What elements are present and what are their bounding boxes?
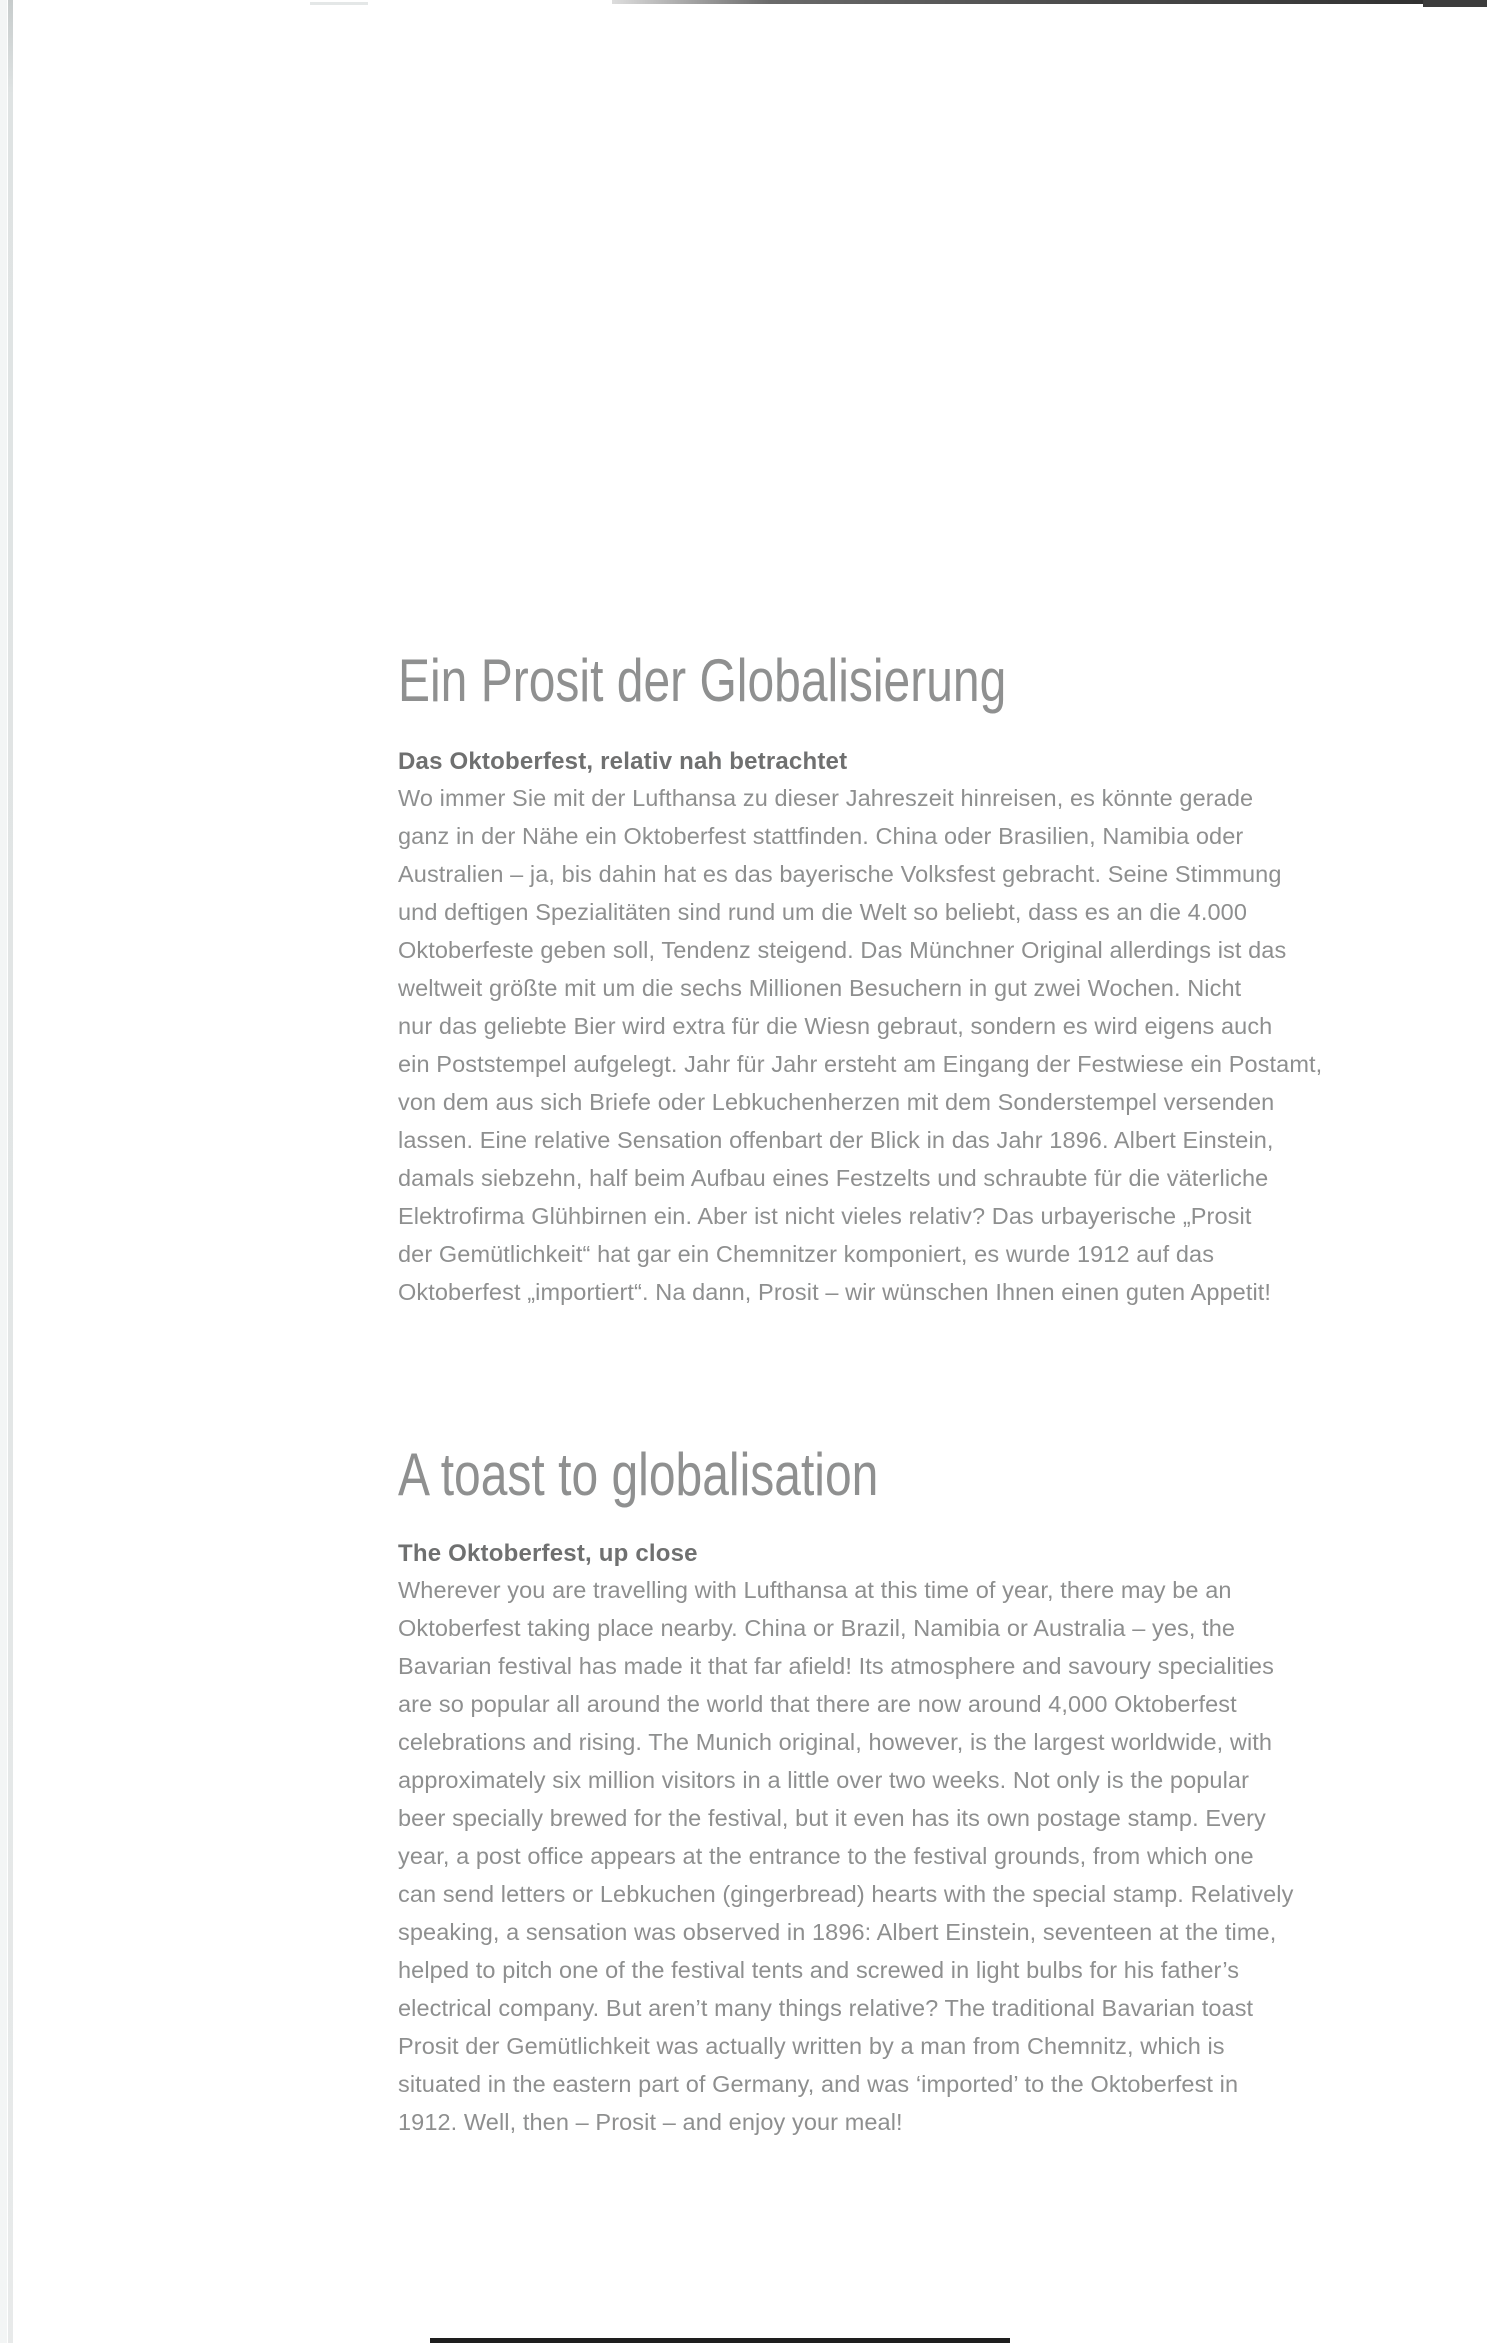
text-line: damals siebzehn, half beim Aufbau eines Festzelts und schraubte für die väterliche xyxy=(398,1165,1269,1191)
page-bottom-edge-line xyxy=(430,2338,1010,2343)
page-top-edge-line xyxy=(612,0,1487,4)
text-line: Bavarian festival has made it that far afield! Its atmosphere and savoury specialities xyxy=(398,1653,1274,1679)
text-line: nur das geliebte Bier wird extra für die Wiesn gebraut, sondern es wird eigens auch xyxy=(398,1013,1273,1039)
page-top-edge-line-corner xyxy=(1423,0,1487,7)
text-line: Wherever you are travelling with Lufthansa at this time of year, there may be an xyxy=(398,1577,1232,1603)
text-line: speaking, a sensation was observed in 1896: Albert Einstein, seventeen at the time, xyxy=(398,1919,1277,1945)
page-left-edge-line xyxy=(8,0,13,2343)
text-line: celebrations and rising. The Munich original, however, is the largest worldwide, with xyxy=(398,1729,1273,1755)
text-line: Oktoberfest taking place nearby. China or Brazil, Namibia or Australia – yes, the xyxy=(398,1615,1236,1641)
text-line: der Gemütlichkeit“ hat gar ein Chemnitzer komponiert, es wurde 1912 auf das xyxy=(398,1241,1215,1267)
text-line: lassen. Eine relative Sensation offenbart der Blick in das Jahr 1896. Albert Einstein, xyxy=(398,1127,1274,1153)
german-article-body xyxy=(398,779,1323,1311)
text-line: und deftigen Spezialitäten sind rund um die Welt so beliebt, dass es an die 4.000 xyxy=(398,899,1247,925)
text-line: von dem aus sich Briefe oder Lebkuchenherzen mit dem Sonderstempel versenden xyxy=(398,1089,1275,1115)
text-line: Elektrofirma Glühbirnen ein. Aber ist nicht vieles relativ? Das urbayerische „Prosit xyxy=(398,1203,1252,1229)
text-line: can send letters or Lebkuchen (gingerbread) hearts with the special stamp. Relatively xyxy=(398,1881,1294,1907)
english-article-title: A toast to globalisation xyxy=(398,1441,879,1509)
text-line: Australien – ja, bis dahin hat es das bayerische Volksfest gebracht. Seine Stimmung xyxy=(398,861,1282,887)
text-line: year, a post office appears at the entrance to the festival grounds, from which one xyxy=(398,1843,1254,1869)
german-article-subtitle: Das Oktoberfest, relativ nah betrachtet xyxy=(398,747,848,775)
text-line: weltweit größte mit um die sechs Millionen Besuchern in gut zwei Wochen. Nicht xyxy=(398,975,1242,1001)
text-line: ganz in der Nähe ein Oktoberfest stattfinden. China oder Brasilien, Namibia oder xyxy=(398,823,1244,849)
text-line: 1912. Well, then – Prosit – and enjoy your meal! xyxy=(398,2109,903,2135)
page-left-edge-shadow xyxy=(0,0,7,2343)
text-line: electrical company. But aren’t many things relative? The traditional Bavarian toast xyxy=(398,1995,1254,2021)
text-line: approximately six million visitors in a little over two weeks. Not only is the popular xyxy=(398,1767,1250,1793)
text-line: Prosit der Gemütlichkeit was actually written by a man from Chemnitz, which is xyxy=(398,2033,1225,2059)
german-article-title: Ein Prosit der Globalisierung xyxy=(398,647,1007,715)
text-line: situated in the eastern part of Germany, and was ‘imported’ to the Oktoberfest in xyxy=(398,2071,1239,2097)
text-line: Oktoberfest „importiert“. Na dann, Prosit – wir wünschen Ihnen einen guten Appetit! xyxy=(398,1279,1272,1305)
text-line: ein Poststempel aufgelegt. Jahr für Jahr ersteht am Eingang der Festwiese ein Postamt, xyxy=(398,1051,1323,1077)
text-line: Oktoberfeste geben soll, Tendenz steigend. Das Münchner Original allerdings ist das xyxy=(398,937,1287,963)
page-top-edge-dash xyxy=(310,2,368,5)
english-article-body xyxy=(398,1571,1308,2141)
text-line: beer specially brewed for the festival, but it even has its own postage stamp. Every xyxy=(398,1805,1266,1831)
text-line: are so popular all around the world that there are now around 4,000 Oktoberfest xyxy=(398,1691,1237,1717)
text-line: Wo immer Sie mit der Lufthansa zu dieser Jahreszeit hinreisen, es könnte gerade xyxy=(398,785,1254,811)
text-line: helped to pitch one of the festival tents and screwed in light bulbs for his father’s xyxy=(398,1957,1240,1983)
english-article-subtitle: The Oktoberfest, up close xyxy=(398,1539,698,1567)
